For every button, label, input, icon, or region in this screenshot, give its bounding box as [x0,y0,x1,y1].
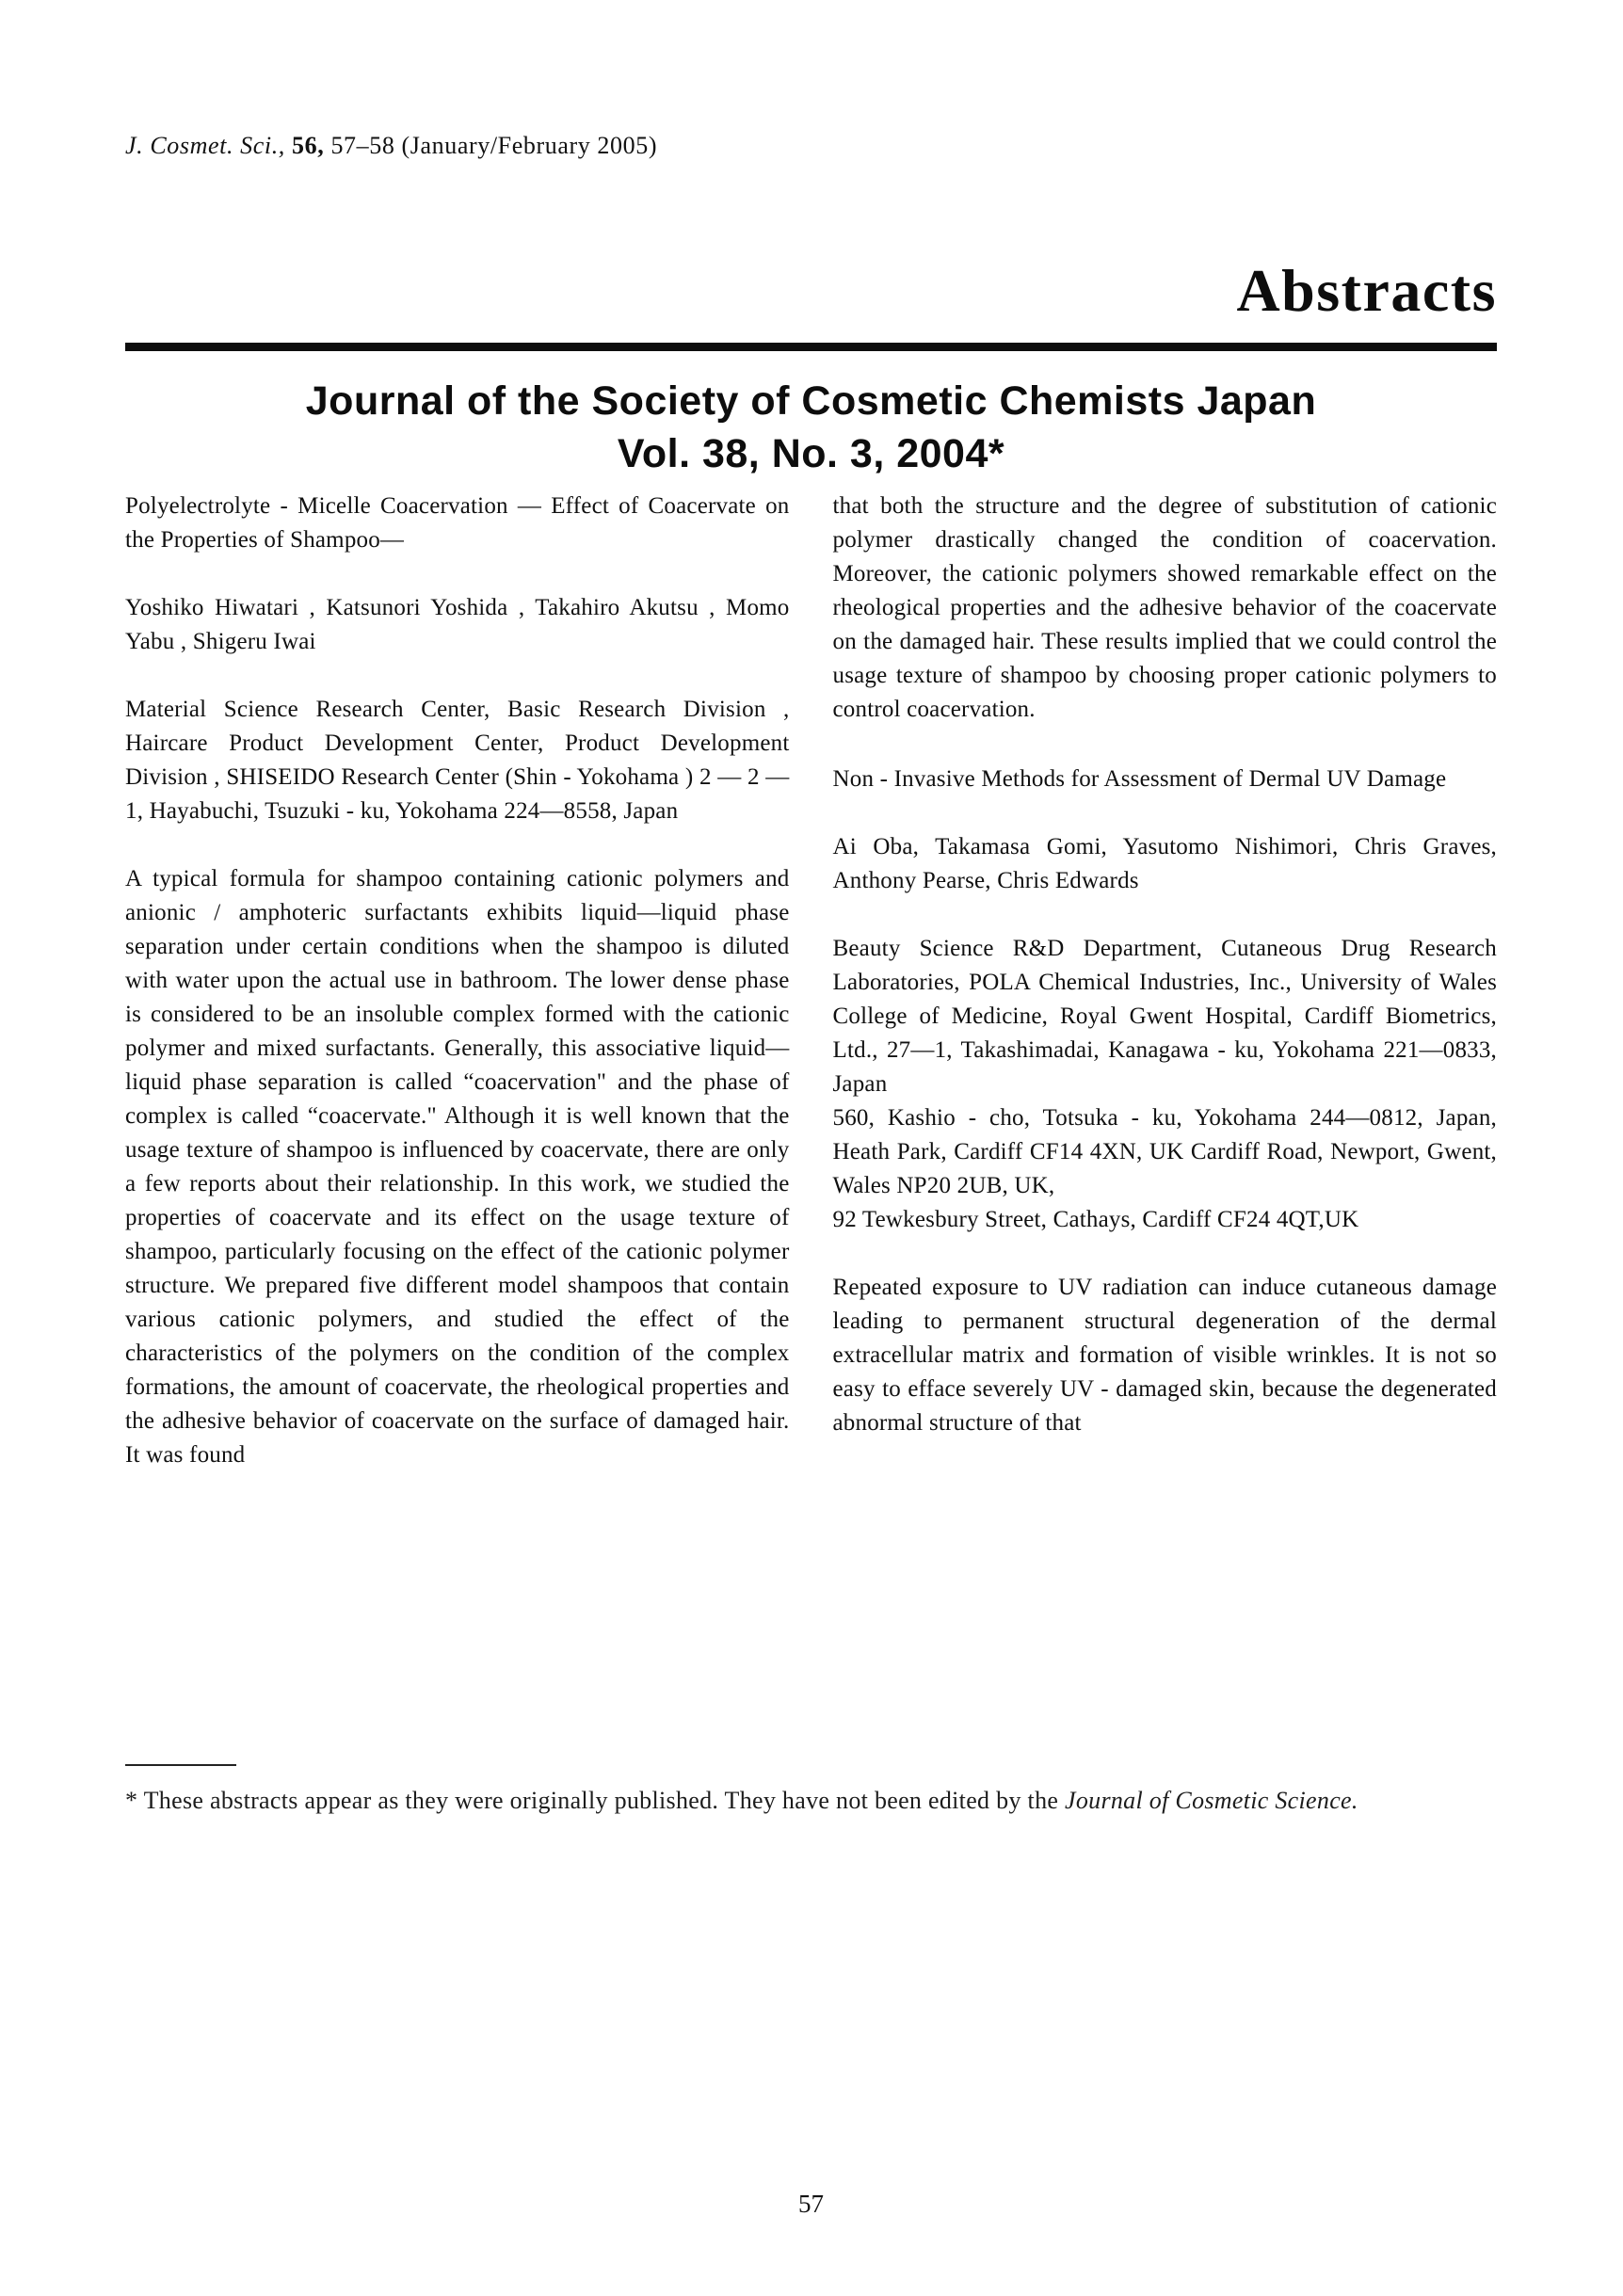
journal-pages-issue: 57–58 (January/February 2005) [330,132,658,159]
footnote-text [125,1783,1497,1819]
issue-heading [125,375,1497,480]
issue-heading-line1: Journal of the Society of Cosmetic Chemists Japan [305,378,1317,424]
page-number: 57 [798,2190,824,2218]
right-column [833,490,1498,1472]
abstracts-columns [125,490,1497,1472]
abstract2-affiliation-line2: 560, Kashio - cho, Totsuka - ku, Yokohama 244—0812, Japan, Heath Park, Cardiff CF14 4XN, UK Cardiff Road, Newport, Gwent, Wales NP20 2UB, UK, [832,1105,1497,1198]
footnote-journal-name-italic: Journal of Cosmetic Science. [1065,1787,1358,1814]
left-column [125,490,790,1472]
abstract2-title: Non - Invasive Methods for Assessment of Dermal UV Damage [832,766,1447,792]
issue-heading-line2: Vol. 38, No. 3, 2004* [617,431,1005,476]
abstract2-authors: Ai Oba, Takamasa Gomi, Yasutomo Nishimori, Chris Graves, Anthony Pearse, Chris Edwards [832,834,1497,893]
abstract2-affiliation-line3: 92 Tewkesbury Street, Cathays, Cardiff CF24 4QT,UK [832,1207,1359,1232]
footnote-text-main: * These abstracts appear as they were originally published. They have not been edited by the [125,1787,1066,1814]
abstract1-body-part1: A typical formula for shampoo containing cationic polymers and anionic / amphoteric surfactants exhibits liquid—liquid phase separation under certain conditions when the shampoo is diluted with water upon the actual use in bathroom. The lower dense phase is considered to be an insoluble complex formed with the cationic polymer and mixed surfactants. Generally, this associative liquid—liquid phase separation is called “coacervation" and the phase of complex is called “coacervate." Although it is well known that the usage texture of shampoo is influenced by coacervate, there are only a few reports about their relationship. In this work, we studied the properties of coacervate and its effect on the usage texture of shampoo, particularly focusing on the effect of the cationic polymer structure. We prepared five different model shampoos that contain various cationic polymers, and studied the effect of the characteristics of the polymers on the condition of the complex formations, the amount of coacervate, the rheological properties and the adhesive behavior of coacervate on the surface of damaged hair. It was found [125,866,790,1468]
abstract1-authors: Yoshiko Hiwatari , Katsunori Yoshida , Takahiro Akutsu , Momo Yabu , Shigeru Iwai [125,595,790,654]
abstract2-body-part1: Repeated exposure to UV radiation can induce cutaneous damage leading to permanent structural degeneration of the dermal extracellular matrix and formation of visible wrinkles. It is not so easy to efface severely UV - damaged skin, because the degenerated abnormal structure of that [832,1275,1497,1436]
journal-volume: 56, [292,132,325,159]
abstract1-affiliation: Material Science Research Center, Basic Research Division , Haircare Product Development Center, Product Development Division , SHISEIDO Research Center (Shin - Yokohama ) 2 — 2 — 1, Hayabuchi, Tsuzuki - ku, Yokohama 224—8558, Japan [125,697,790,824]
title-divider-rule [125,343,1497,351]
footnote [125,1764,1497,1819]
abstract2-affiliation-line1: Beauty Science R&D Department, Cutaneous Drug Research Laboratories, POLA Chemical Industries, Inc., University of Wales College of Medicine, Royal Gwent Hospital, Cardiff Biometrics, Ltd., 27—1, Takashimadai, Kanagawa - ku, Yokohama 221—0833, Japan [832,936,1497,1097]
abstract1-body-part2: that both the structure and the degree of substitution of cationic polymer drastically changed the condition of coacervation. Moreover, the cationic polymers showed remarkable effect on the rheological properties and the adhesive behavior of the coacervate on the damaged hair. These results implied that we could control the usage texture of shampoo by choosing proper cationic polymers to control coacervation. [832,493,1497,722]
journal-name: J. Cosmet. Sci., [125,132,285,159]
footnote-divider-rule [125,1764,236,1766]
journal-citation [125,132,657,160]
abstract1-title: Polyelectrolyte - Micelle Coacervation — Effect of Coacervate on the Properties of Shampoo— [125,493,790,553]
abstract2-affiliation [833,932,1498,1237]
page-section-title: Abstracts [1236,257,1497,324]
